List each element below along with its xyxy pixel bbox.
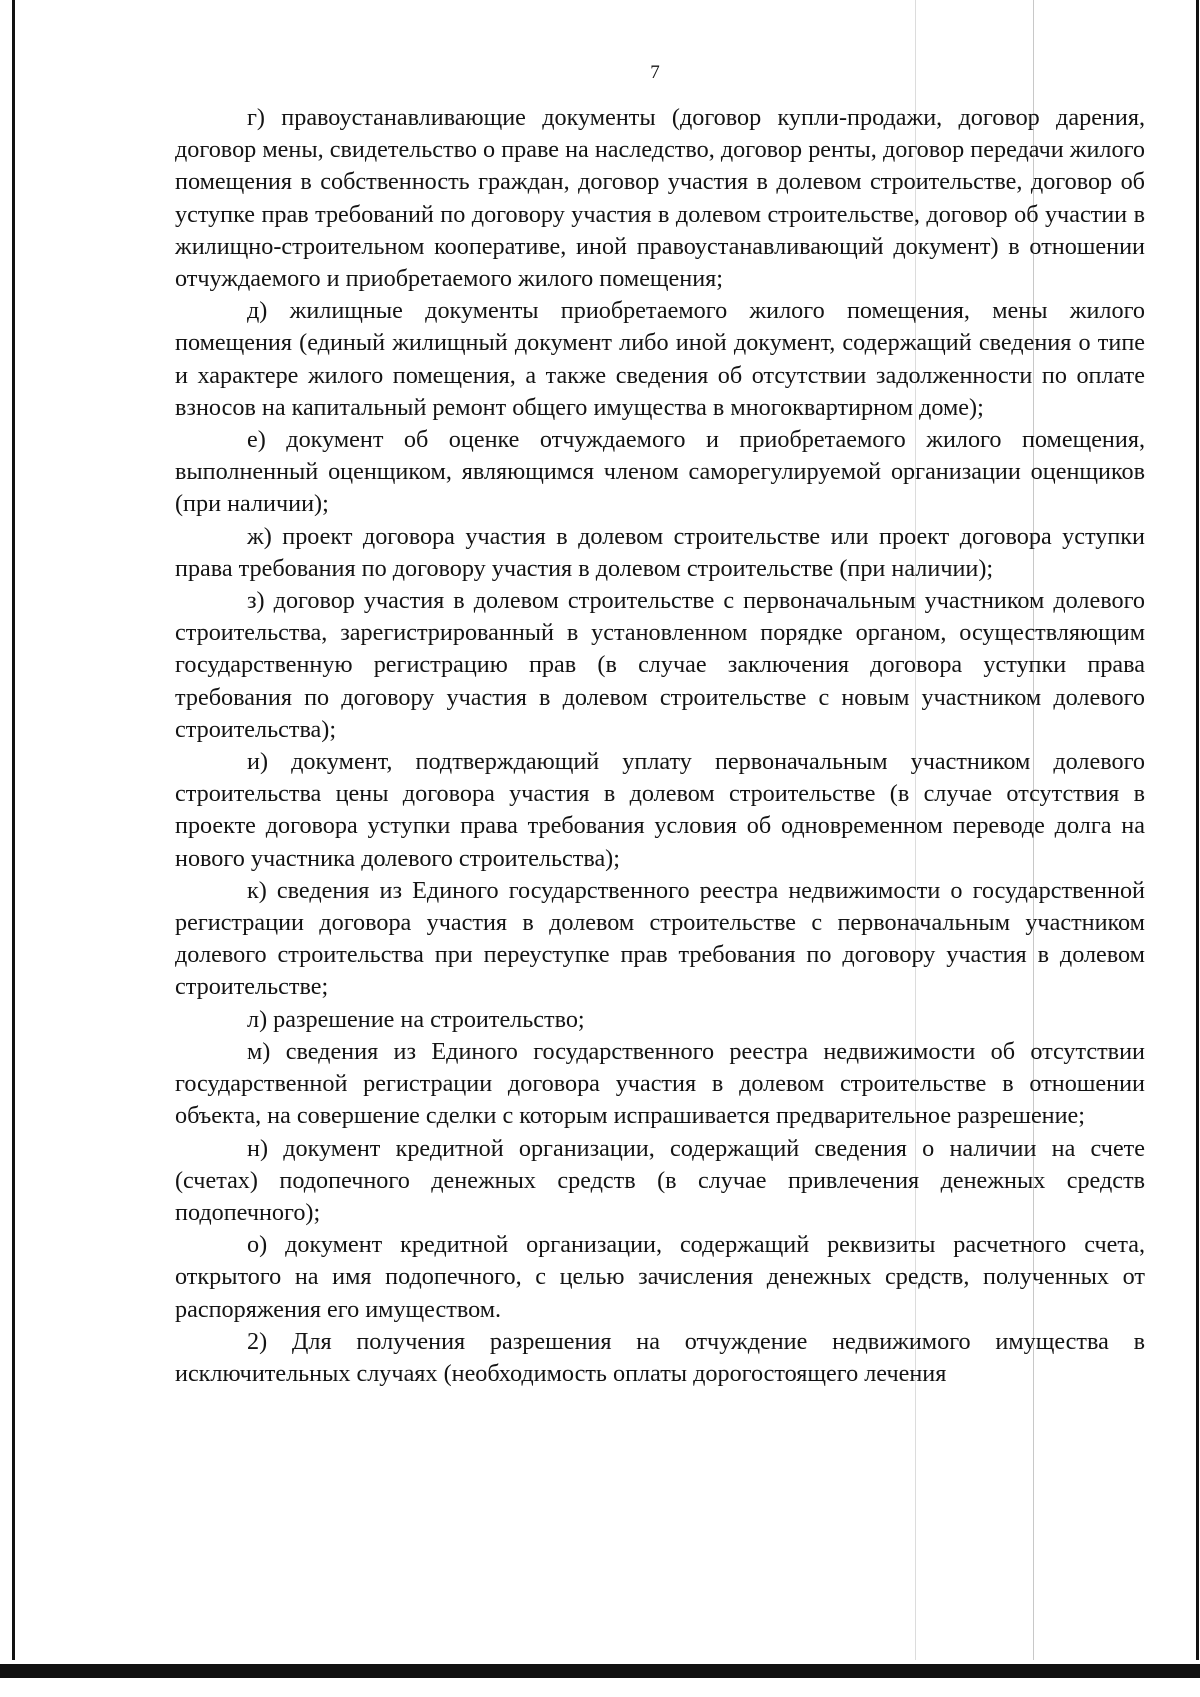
scan-border-right — [1196, 0, 1199, 1660]
paragraph: л) разрешение на строительство; — [247, 1005, 585, 1033]
paragraph: е) документ об оценке отчуждаемого и приобретаемого жилого помещения, выполненный оценщиком, являющимся членом саморегулируемой организации оценщиков (при наличии); — [175, 426, 1145, 518]
page-number: 7 — [650, 62, 660, 83]
paragraph: и) документ, подтверждающий уплату первоначальным участником долевого строительства цены договора участия в долевом строительстве (в случае отсутствия в проекте договора уступки права требования условия об одновременном переводе долга на нового участника долевого строительства); — [175, 748, 1145, 872]
paragraph: г) правоустанавливающие документы (договор купли-продажи, договор дарения, договор мены, свидетельство о праве на наследство, договор ренты, договор передачи жилого помещения в собственность граждан, договор участия в долевом строительстве, договор об уступке прав требований по договору участия в долевом строительстве, договор об участии в жилищно-строительном кооперативе, иной правоустанавливающий документ) в отношении отчуждаемого и приобретаемого жилого помещения; — [175, 104, 1145, 293]
paragraph: 2) Для получения разрешения на отчуждение недвижимого имущества в исключительных случаях (необходимость оплаты дорогостоящего лечения — [175, 1327, 1145, 1387]
paragraph: о) документ кредитной организации, содержащий реквизиты расчетного счета, открытого на имя подопечного, с целью зачисления денежных средств, полученных от распоряжения его имуществом. — [175, 1231, 1145, 1323]
paragraph: к) сведения из Единого государственного реестра недвижимости о государственной регистрации договора участия в долевом строительстве с первоначальным участником долевого строительства при переуступке прав требования по договору участия в долевом строительстве; — [175, 876, 1145, 1001]
paragraph: з) договор участия в долевом строительстве с первоначальным участником долевого строительства, зарегистрированный в установленном порядке органом, осуществляющим государственную регистрацию прав (в случае заключения договора уступки права требования по договору участия в долевом строительстве с новым участником долевого строительства); — [175, 587, 1145, 743]
scan-border-bottom — [0, 1664, 1200, 1678]
paragraph: м) сведения из Единого государственного реестра недвижимости об отсутствии государственной регистрации договора участия в долевом строительстве в отношении объекта, на совершение сделки с которым испрашивается предварительное разрешение; — [175, 1037, 1145, 1130]
paragraph: д) жилищные документы приобретаемого жилого помещения, мены жилого помещения (единый жилищный документ либо иной документ, содержащий сведения о типе и характере жилого помещения, а также сведения об отсутствии задолженности по оплате взносов на капитальный ремонт общего имущества в многоквартирном доме); — [175, 297, 1145, 421]
paragraph: н) документ кредитной организации, содержащий сведения о наличии на счете (счетах) подопечного денежных средств (в случае привлечения денежных средств подопечного); — [175, 1134, 1145, 1226]
document-body — [175, 102, 1145, 1390]
paragraph: ж) проект договора участия в долевом строительстве или проект договора уступки права требования по договору участия в долевом строительстве (при наличии); — [175, 522, 1145, 582]
scan-border-left — [12, 0, 15, 1660]
